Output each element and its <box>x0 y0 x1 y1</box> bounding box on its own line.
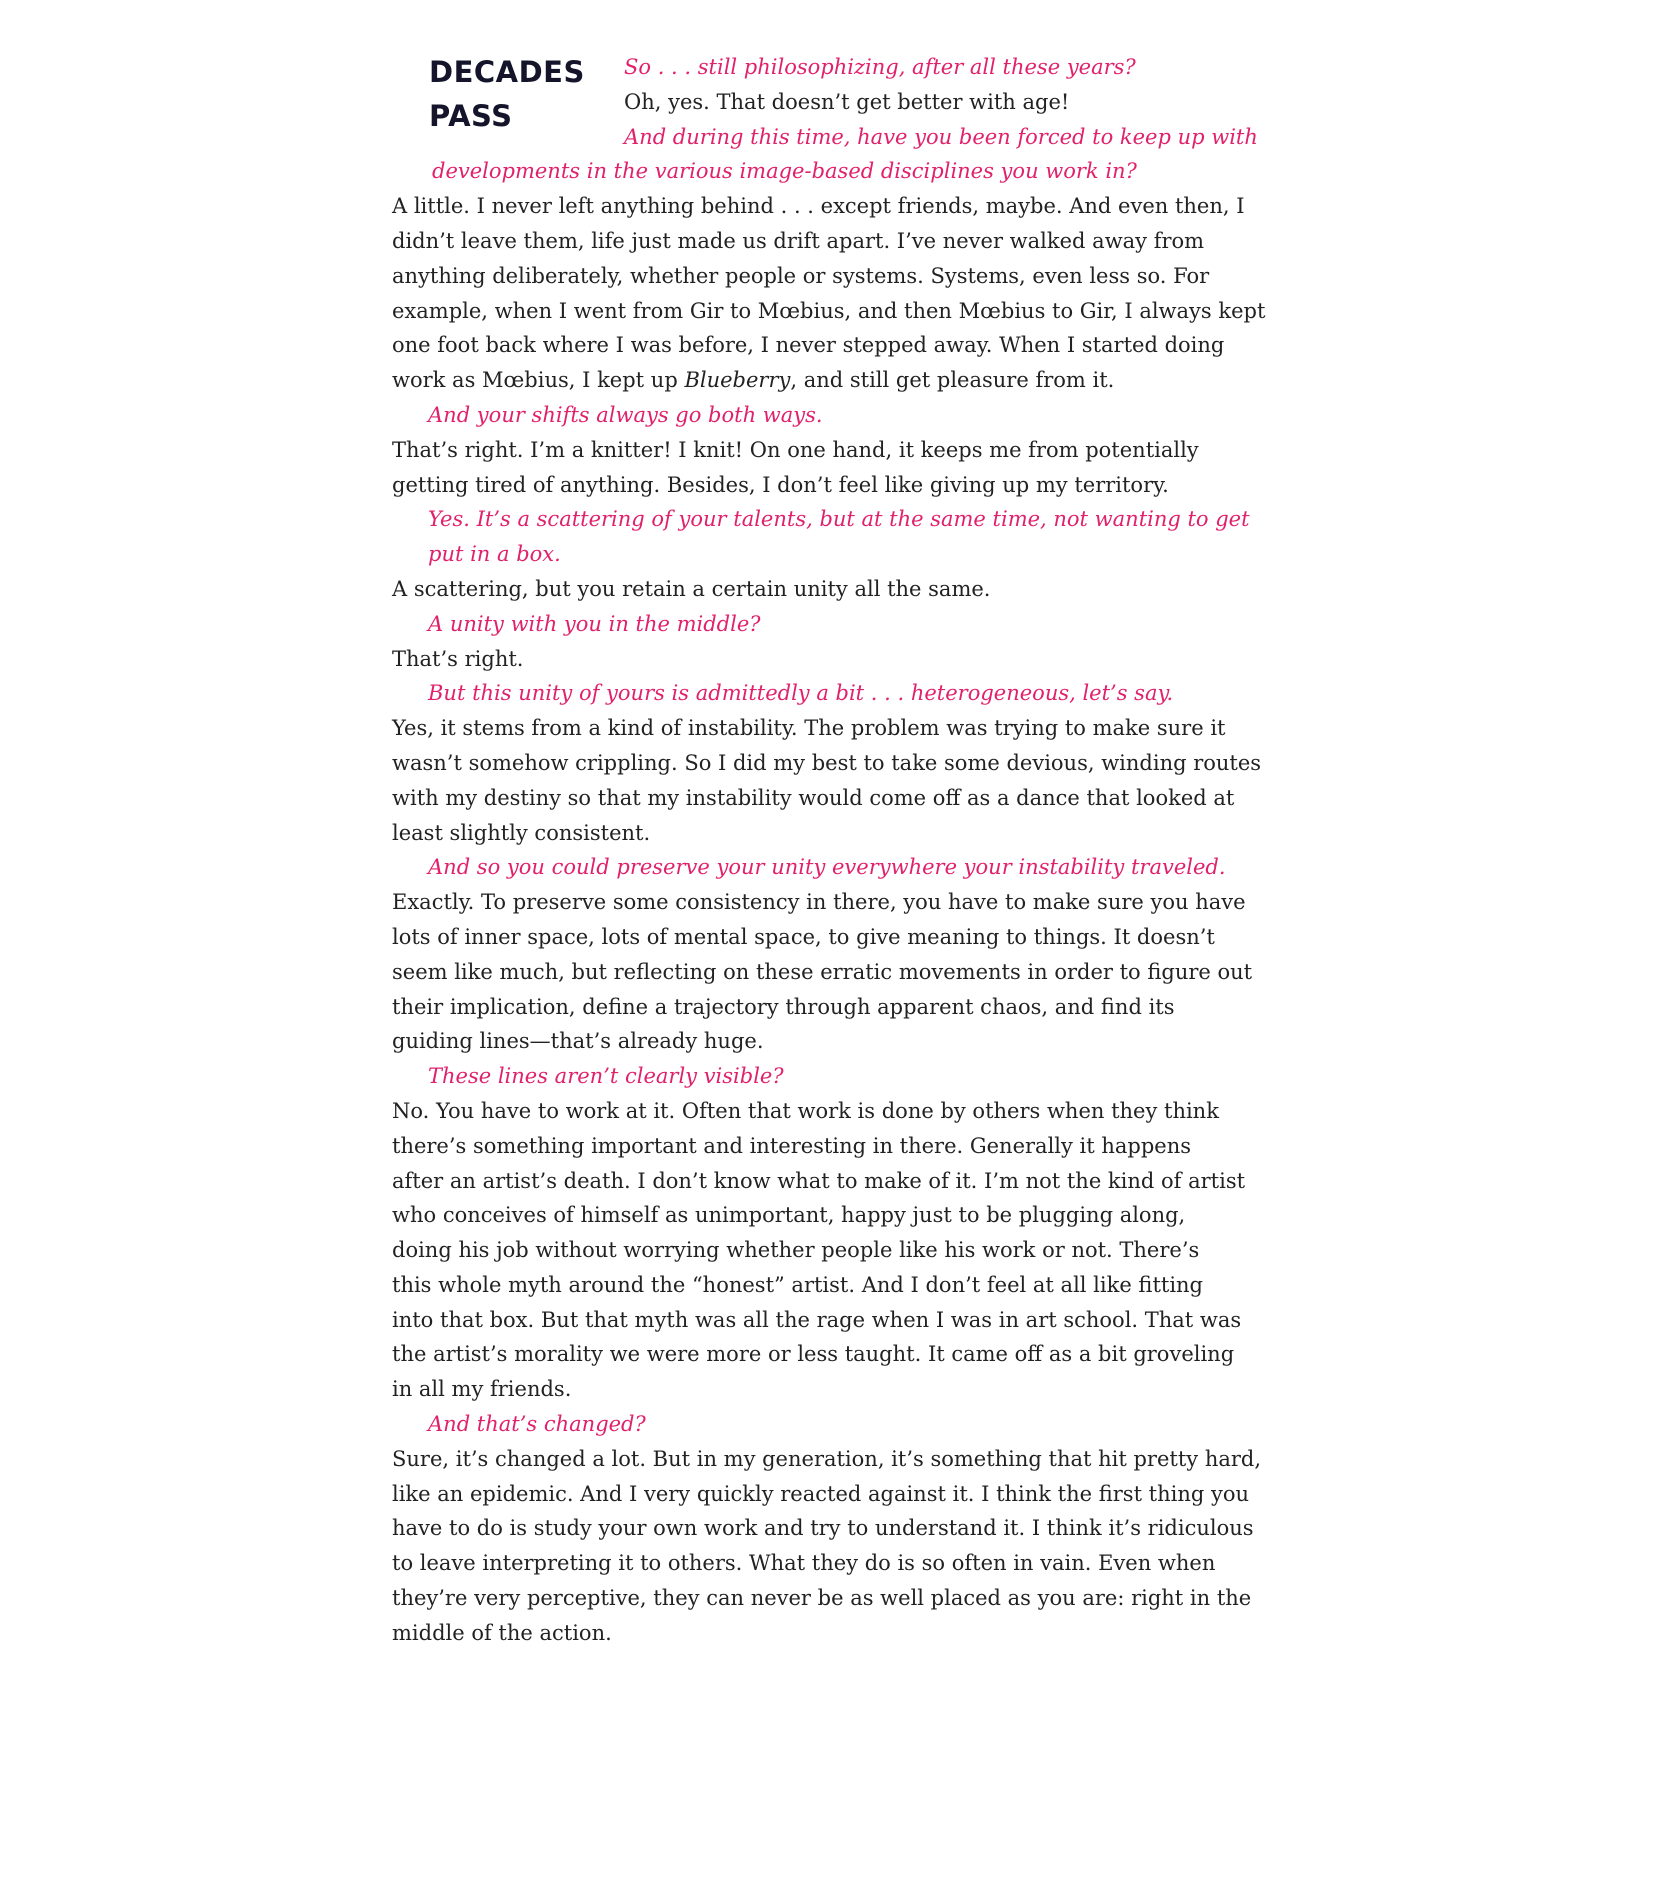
answer-line: That’s right. <box>392 646 524 671</box>
answer-line: they’re very perceptive, they can never be as well placed as you are: right in the <box>392 1586 1252 1611</box>
interviewer-question-line: And during this time, have you been forced to keep up with <box>624 124 1258 149</box>
answer-line: Sure, it’s changed a lot. But in my generation, it’s something that hit pretty hard, <box>392 1446 1262 1471</box>
answer-line: wasn’t somehow crippling. So I did my best to take some devious, winding routes <box>392 750 1262 775</box>
answer-line: into that box. But that myth was all the rage when I was in art school. That was <box>392 1307 1242 1332</box>
answer-line: middle of the action. <box>392 1620 612 1645</box>
answer-line: have to do is study your own work and try to understand it. I think it’s ridiculous <box>392 1516 1254 1541</box>
answer-line: didn’t leave them, life just made us drift apart. I’ve never walked away from <box>392 228 1205 253</box>
answer-line: their implication, define a trajectory through apparent chaos, and find its <box>392 994 1175 1019</box>
answer-line: least slightly consistent. <box>392 820 651 845</box>
interviewer-question-line: A unity with you in the middle? <box>428 611 761 636</box>
answer-line: guiding lines—that’s already huge. <box>392 1029 764 1054</box>
answer-line: Yes, it stems from a kind of instability. The problem was trying to make sure it <box>392 716 1226 741</box>
answer-line: who conceives of himself as unimportant, happy just to be plugging along, <box>392 1203 1186 1228</box>
answer-line: this whole myth around the “honest” artist. And I don’t feel at all like fitting <box>392 1272 1204 1297</box>
answer-line: example, when I went from Gir to Mœbius, and then Mœbius to Gir, I always kept <box>392 298 1266 323</box>
answer-line: That’s right. I’m a knitter! I knit! On one hand, it keeps me from potentially <box>392 437 1199 462</box>
answer-line: to leave interpreting it to others. What they do is so often in vain. Even when <box>392 1551 1216 1576</box>
answer-line: like an epidemic. And I very quickly reacted against it. I think the first thing you <box>392 1481 1250 1506</box>
interviewer-question-line: So . . . still philosophizing, after all these years? <box>624 55 1136 79</box>
interview-text <box>392 50 1292 1651</box>
interviewer-question-line: And so you could preserve your unity everywhere your instability traveled. <box>428 855 1226 880</box>
answer-line: the artist’s morality we were more or less taught. It came off as a bit groveling <box>392 1342 1235 1367</box>
answer-line: lots of inner space, lots of mental space, to give meaning to things. It doesn’t <box>392 924 1215 949</box>
section-heading-line-2: PASS <box>429 99 513 133</box>
answer-line: getting tired of anything. Besides, I don’t feel like giving up my territory. <box>392 472 1169 497</box>
answer-line: doing his job without worrying whether people like his work or not. There’s <box>392 1238 1200 1263</box>
answer-line: in all my friends. <box>392 1377 572 1402</box>
answer-line: No. You have to work at it. Often that work is done by others when they think <box>392 1098 1219 1123</box>
answer-line: there’s something important and interesting in there. Generally it happens <box>392 1133 1192 1158</box>
answer-line: work as Mœbius, I kept up Blueberry, and still get pleasure from it. <box>392 368 1115 393</box>
answer-line: anything deliberately, whether people or systems. Systems, even less so. For <box>392 263 1210 288</box>
answer-line: A scattering, but you retain a certain unity all the same. <box>392 576 991 601</box>
answer-line: with my destiny so that my instability would come off as a dance that looked at <box>392 785 1235 810</box>
interviewer-question-line: developments in the various image-based disciplines you work in? <box>432 159 1137 184</box>
book-title: Blueberry <box>684 368 791 393</box>
interviewer-question-line: But this unity of yours is admittedly a bit . . . heterogeneous, let’s say. <box>428 681 1174 706</box>
answer-line: Exactly. To preserve some consistency in there, you have to make sure you have <box>392 890 1246 915</box>
section-heading-line-1: DECADES <box>429 55 585 89</box>
interviewer-question-line: put in a box. <box>428 542 561 567</box>
interviewer-question-line: And your shifts always go both ways. <box>428 402 823 427</box>
interviewer-question-line: These lines aren’t clearly visible? <box>428 1064 784 1089</box>
answer-line: seem like much, but reflecting on these erratic movements in order to figure out <box>392 959 1253 984</box>
answer-line: after an artist’s death. I don’t know what to make of it. I’m not the kind of artist <box>392 1168 1246 1193</box>
interviewer-question-line: Yes. It’s a scattering of your talents, but at the same time, not wanting to get <box>428 507 1250 532</box>
answer-line: A little. I never left anything behind . . . except friends, maybe. And even then, I <box>392 194 1245 219</box>
answer-line: Oh, yes. That doesn’t get better with age! <box>624 89 1070 114</box>
answer-line: one foot back where I was before, I never stepped away. When I started doing <box>392 333 1225 358</box>
interviewer-question-line: And that’s changed? <box>428 1412 646 1437</box>
